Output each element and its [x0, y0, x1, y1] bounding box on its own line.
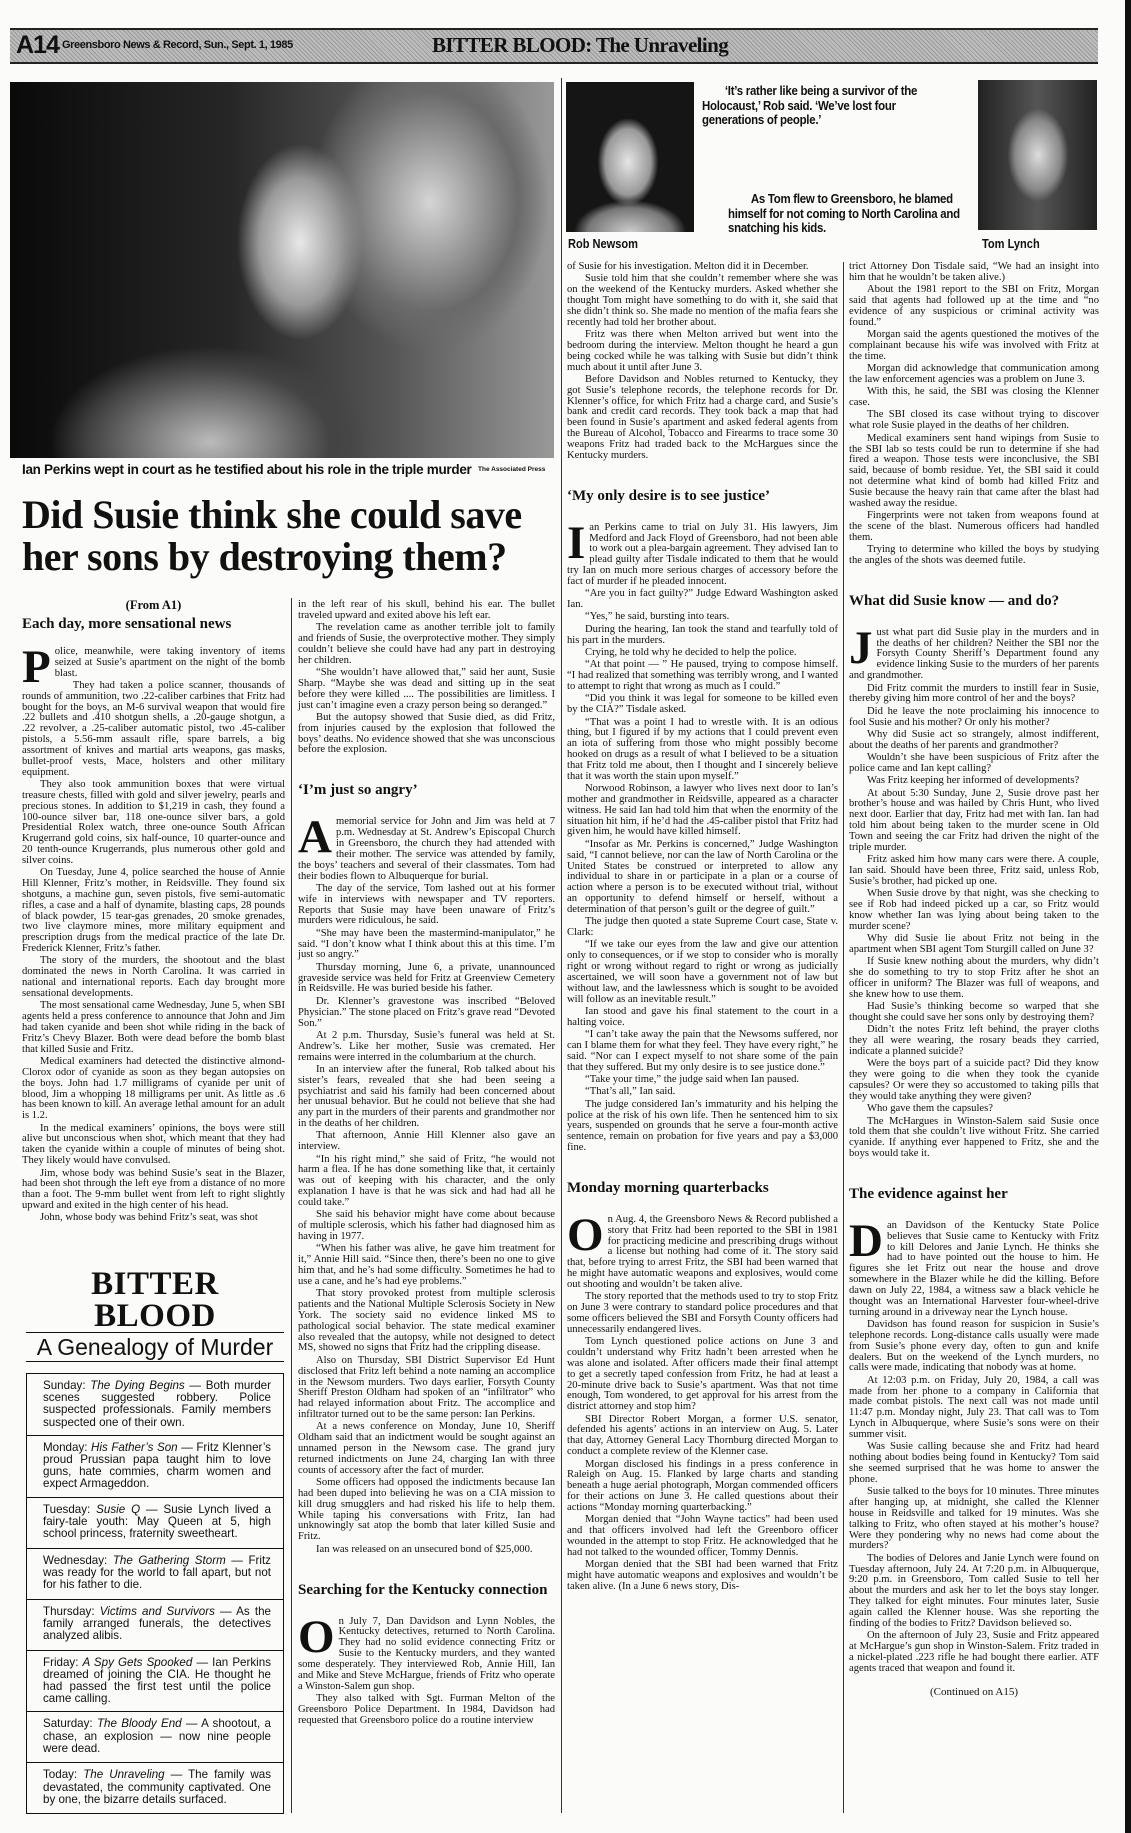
paragraph: “Insofar as Mr. Perkins is concerned,” Judge Washington said, “I cannot believe, nor can the law of North Carolina or the United States be construed or interpreted to allow any individual to share in or participate in a plan or a course of action where a person is to be executed without trial, without an opportunity to defend himself or herself, without a determination of that person’s guilt or the degree of guilt.” — [567, 838, 838, 915]
paragraph: trict Attorney Don Tisdale said, “We had an insight into him that he wouldn’t be taken alive.) — [849, 261, 1099, 283]
paragraph: During the hearing, Ian took the stand and tearfully told of his part in the murders. — [567, 623, 838, 646]
paragraph: The story reported that the methods used to try to stop Fritz on June 3 were contrary to standard police procedures and that some officers believed the SBI and Forsyth County officers had unnecessarily endangered lives. — [567, 1291, 838, 1335]
paragraph: Didn’t the notes Fritz left behind, the prayer cloths they all were wearing, the rosary beads they carried, indicate a planned suicide? — [849, 1024, 1099, 1057]
paragraph-text: n Aug. 4, the Greensboro News & Record published a story that Fritz had been reported to the SBI in 1981 for practicing medicine and prescribing drugs without a license but nothing had come of it. The story said that, before trying to arrest Fritz, the SBI had been warned that he might have automatic weapons and explosives, would come out shooting and wouldn’t be taken alive. — [567, 1213, 838, 1290]
episode-summary: — Susie Lynch lived a fairy-tale youth: May Queen at 5, high school princess, fraternity sweetheart. — [43, 1502, 271, 1541]
episode-day: Tuesday: — [43, 1502, 91, 1516]
paragraph: Morgan did acknowledge that communication among the law enforcement agencies was a problem on June 3. — [849, 363, 1099, 385]
photo-tom-lynch — [978, 80, 1097, 230]
drop-cap: A — [298, 811, 332, 864]
pull-quote-rob: ‘It’s rather like being a survivor of the Holocaust,’ Rob said. ‘We’ve lost four generations of people.’ — [702, 83, 918, 127]
paragraph: “Take your time,” the judge said when Ian paused. — [585, 1074, 800, 1086]
paragraph: On Tuesday, June 4, police searched the house of Annie Hill Klenner, Fritz’s mother, in Reidsville. They found six shotguns, a machine gun, seven pistols, five semi-automatic rifles, a case and a half of dynamite, blasting caps, 28 pounds of black powder, 15 tear-gas grenades, 20 smoke grenades, two live claymore mines, more military equipment and prescription drugs from the medical practice of the late Dr. Frederick Klenner, Fritz’s father. — [22, 867, 285, 955]
paragraph: In the medical examiners’ opinions, the boys were still alive but unconscious when shot, which meant that they had taken the cyanide within a couple of minutes of being shot. They likely would have convulsed. — [22, 1122, 285, 1167]
column-rule — [561, 78, 562, 1813]
paragraph-text: n July 7, Dan Davidson and Lynn Nobles, the Kentucky detectives, returned to North Carolina. They had no solid evidence connecting Fritz or Susie to the Kentucky murders, and they wanted some desperately. They interviewed Rob, Annie Hill, Ian and Mike and Steve McHargue, friends of Fritz who operate a Winston-Salem gun shop. — [298, 1615, 555, 1692]
paragraph: “If we take our eyes from the law and give our attention only to consequences, or if we stop to consider who is morally right or wrong without regard to right or wrong as judicially ascertained, we will soon have a government not of law but without law, and the lawlessness which is sought to be avoided will follow as an inevitable result.” — [567, 939, 838, 1005]
paragraph: On the afternoon of July 23, Susie and Fritz appeared at McHargue’s gun shop in Winston-Salem. Fritz traded in a nickel-plated .223 rifle he had bought there earlier. ATF agents traced that weapon and found it. — [849, 1630, 1099, 1674]
paragraph: Fritz was there when Melton arrived but went into the bedroom during the interview. Melton thought he heard a gun being cocked while he was talking with Susie but didn’t think much about it until after June 3. — [567, 329, 838, 373]
paragraph: “She wouldn’t have allowed that,” said her aunt, Susie Sharp. “Maybe she was dead and sitting up in the seat before they were killed .... The possibilities are limitless. I just can’t imagine even a crazy person being so deranged.” — [298, 667, 555, 711]
paragraph: “Are you in fact guilty?” Judge Edward Washington asked Ian. — [567, 588, 838, 611]
paragraph: At a news conference on Monday, June 10, Sheriff Oldham said that an indictment would be sought against an unnamed person in the Newsom case. The grand jury returned indictments on June 24, charging Ian with three counts of accessory after the fact of murder. — [298, 1421, 555, 1476]
paragraph: Had Susie’s thinking become so warped that she thought she could save her sons only by destroying them? — [849, 1001, 1099, 1023]
drop-cap: D — [849, 1214, 883, 1267]
paragraph: The revelation came as another terrible jolt to family and friends of Susie, the overprotective mother. They simply couldn’t believe she could have had any part in destroying her children. — [298, 622, 555, 666]
paragraph: Jim, whose body was behind Susie’s seat in the Blazer, had been shot through the left eye from a distance of no more than a foot. The 9-mm bullet went from left to right slightly upward and exited in the high center of his head. — [22, 1167, 285, 1212]
paragraph-with-dropcap — [849, 621, 1099, 682]
paragraph: Ian was released on an unsecured bond of $25,000. — [316, 1543, 533, 1555]
paragraph: Fritz asked him how many cars were there. A couple, Ian said. Should have been three, Fritz said, unless Rob, Susie’s brother, had picked up one. — [849, 854, 1099, 887]
episode-summary: — Fritz Klenner’s proud Prussian papa taught him to love guns, hate commies, charm women and expect Armageddon. — [43, 1440, 271, 1491]
paragraph: Dr. Klenner’s gravestone was inscribed “Beloved Physician.” The stone placed on Fritz’s grave read “Devoted Son.” — [298, 995, 555, 1029]
episode-summary: — Fritz was ready for the world to fall apart, but not for his father to die. — [43, 1553, 271, 1592]
paragraph-text: olice, meanwhile, were taking inventory of items seized at Susie’s apartment on the night of the bomb blast. — [54, 645, 285, 679]
paragraph-with-dropcap — [567, 1208, 838, 1291]
section-subhead: ‘I’m just so angry’ — [298, 782, 418, 799]
paragraph: Davidson has found reason for suspicion in Susie’s telephone records. Long-distance calls usually were made from Susie’s phone every day, often to gun and knife dealers. But on the weekend of the Lynch murders, no calls were made, indicating that nobody was at home. — [849, 1319, 1099, 1374]
paragraph: Ian stood and gave his final statement to the court in a halting voice. — [567, 1005, 838, 1028]
paragraph: “That’s all,” Ian said. — [585, 1086, 676, 1098]
drop-cap: O — [567, 1208, 604, 1261]
series-box-title: BITTER BLOOD — [26, 1268, 284, 1333]
episode-title: The Dying Begins — [90, 1379, 185, 1392]
newspaper-dateline: Greensboro News & Record, Sun., Sept. 1, 1985 — [62, 39, 293, 51]
article-column-4 — [849, 262, 1099, 1699]
paragraph: Susie told him that she couldn’t remember where she was on the weekend of the Kentucky murders. Asked whether she thought Tom might have something to do with it, she said that she didn’t think so. She made no mention of the mafia fears she recently had told her brother about. — [567, 273, 838, 328]
photo-rob-newsom — [566, 82, 694, 232]
paragraph: The story of the murders, the shootout and the blast dominated the news in North Carolina. It was carried in national and international reports. Each day brought more sensational developments. — [22, 955, 285, 999]
paragraph: “Did you think it was legal for someone to be killed even by the CIA?” Tisdale asked. — [567, 693, 838, 716]
series-episode — [27, 1600, 283, 1651]
series-episode — [27, 1651, 283, 1713]
paragraph: They also took ammunition boxes that were virtual treasure chests, filled with gold and silver jewelry, pearls and precious stones. In addition to $1,219 in cash, they found a 100-ounce silver bar, 118 one-ounce silver bars, a gold Presidential Rolex watch, three one-ounce South African Krugerrand gold coins, six half-ounce, 10 quarter-ounce and 20 tenth-ounce Krugerrands, plus numerous other gold and silver coins. — [22, 778, 285, 866]
paragraph: Some officers had opposed the indictments because Ian had been duped into believing he was on a CIA mission to kill drug smugglers and had risked his life to help them. While taping his conversations with Fritz, Ian had unknowingly sat atop the bomb that later killed Susie and Fritz. — [298, 1477, 555, 1543]
photo-name-rob: Rob Newsom — [568, 236, 638, 251]
series-episode — [27, 1712, 283, 1763]
episode-day: Thursday: — [43, 1604, 95, 1618]
bitter-blood-series-box — [26, 1268, 284, 1814]
paragraph: Crying, he told why he decided to help the police. — [585, 646, 797, 658]
paragraph-text: an Davidson of the Kentucky State Police believes that Susie came to Kentucky with Fritz to kill Delores and Janie Lynch. He thinks she had to have pointed out the house to him. He figures she let Fritz out near the house and drove somewhere in the Blazer while he did the killing. Before dawn on July 22, 1984, a witness saw a black vehicle he thought was an International Harvester four-wheel-drive turning around in a driveway near the Lynch house. — [849, 1219, 1099, 1318]
paragraph: Before Davidson and Nobles returned to Kentucky, they got Susie’s telephone records, the telephone records for Dr. Klenner’s office, for which Fritz had a charge card, and Susie’s bank and credit card records. They took back a map that had been found in Susie’s apartment and asked federal agents from the Bureau of Alcohol, Tobacco and Firearms to trace some 30 weapons Fritz had traded back to the McHargues since the Kentucky murders. — [567, 373, 838, 461]
series-episode — [27, 1549, 283, 1600]
paragraph-with-dropcap — [849, 1214, 1099, 1319]
paragraph: Why did Susie act so strangely, almost indifferent, about the deaths of her parents and grandmother? — [849, 728, 1099, 751]
paragraph: The day of the service, Tom lashed out at his former wife in interviews with newspaper and TV reporters. Reports that Susie may have been unaware of Fritz’s murders were ridiculous, he said. — [298, 882, 555, 927]
series-episode-list — [26, 1373, 284, 1814]
paragraph: The bodies of Delores and Janie Lynch were found on Tuesday afternoon, July 24. At 7:20 p.m. in Albuquerque, 9:20 p.m. in Greensboro, Tom called Susie to tell her about the murders and ask her to let the boys stay longer. They talked for eight minutes. Four minutes later, Susie again called the Klenner house. Was she reporting the finding of the bodies to Fritz? Davidson believed so. — [849, 1552, 1099, 1629]
episode-summary: — Both murder scenes suggested robbery. Police suspected professionals. Family members suspected one of their own. — [43, 1379, 271, 1429]
paragraph: The McHargues in Winston-Salem said Susie once told them that she couldn’t live without Fritz. She carried cyanide. If anything ever happened to Fritz, she and the boys would take it. — [849, 1115, 1099, 1160]
photo-credit: The Associated Press — [478, 466, 546, 473]
paragraph: Was Susie calling because she and Fritz had heard nothing about bodies being found in Kentucky? Tom said she seemed surprised that he was home to answer the phone. — [849, 1441, 1099, 1485]
paragraph: Morgan said the agents questioned the motives of the complainant because his wife was involved with Fritz at the time. — [849, 329, 1099, 362]
paragraph: With this, he said, the SBI was closing the Klenner case. — [849, 386, 1099, 409]
paragraph: Were the boys part of a suicide pact? Did they know they were going to die when they took the cyanide capsules? Or were they so accustomed to taking pills that they would take anything they were given? — [849, 1058, 1099, 1102]
paragraph: That story provoked protest from multiple sclerosis patients and the National Multiple Sclerosis Society in New York. The society said no evidence linked MS to pathological social behavior. The state medical examiner also revealed that the autopsy, while not designed to detect MS, showed no signs that Fritz had the crippling disease. — [298, 1288, 555, 1354]
episode-title: His Father’s Son — [91, 1440, 178, 1454]
section-subhead: Searching for the Kentucky connection — [298, 1581, 548, 1598]
series-episode — [27, 1498, 283, 1549]
paragraph: The judge considered Ian’s immaturity and his helping the police at the risk of his own life. Then he sentenced him to six years, suspended on grounds that he serve a four-month active sentence, remain on probation for five years and pay a $3,000 fine. — [567, 1098, 838, 1154]
paragraph-text: an Perkins came to trial on July 31. His lawyers, Jim Medford and Jack Floyd of Greensboro, had not been able to work out a plea-bargain agreement. They advised Ian to plead guilty after Tisdale indicated to them that he would try Ian on much more serious charges of accessory before the fact of murder if he pleaded innocent. — [567, 521, 838, 587]
paragraph: In an interview after the funeral, Rob talked about his sister’s fears, revealed that she had been seeing a psychiatrist and said his family had been concerned about her unusual behavior. But he could not believe that she had any part in the murders of their parents and grandmother nor in the deaths of her children. — [298, 1063, 555, 1130]
paragraph: That afternoon, Annie Hill Klenner also gave an interview. — [298, 1130, 555, 1153]
paragraph: If Susie knew nothing about the murders, why didn’t she do something to try to stop Fritz after he shot an officer in uniform? The Blazer was full of weapons, and she knew how to use them. — [849, 956, 1099, 1000]
series-episode — [27, 1436, 283, 1498]
photo-ian-perkins — [10, 82, 554, 458]
pull-quote-tom: As Tom flew to Greensboro, he blamed himself for not coming to North Carolina and snatching his kids. — [728, 191, 960, 235]
section-subhead: What did Susie know — and do? — [849, 592, 1060, 609]
episode-title: Victims and Survivors — [99, 1604, 215, 1618]
photo-caption: Ian Perkins wept in court as he testified about his role in the triple murder — [22, 462, 472, 477]
paragraph: At 12:03 p.m. on Friday, July 20, 1984, a call was made from her phone to a company in California that made combat pistols. The next call was not made until 11:47 p.m. Monday night, July 23. That call was to Tom Lynch in Albuquerque, where Susie’s sons were on their summer visit. — [849, 1374, 1099, 1440]
paragraph: “When his father was alive, he gave him treatment for it,” Annie Hill said. “Since then, there’s been no one to give him that, and he’s had some difficulty. Sometimes he had to use a cane, and he’s had eye problems.” — [298, 1243, 555, 1287]
paragraph: Fingerprints were not taken from weapons found at the scene of the blast. Numerous officers had handled them. — [849, 510, 1099, 543]
series-episode — [27, 1763, 283, 1813]
article-column-1 — [22, 600, 285, 1226]
episode-day: Saturday: — [43, 1717, 93, 1731]
paragraph: The most sensational came Wednesday, June 5, when SBI agents held a press conference to announce that John and Jim had taken cyanide and been shot while riding in the back of Fritz’s Chevy Blazer. Both were dead before the bomb blast that killed Susie and Fritz. — [22, 1000, 285, 1055]
section-subhead: Each day, more sensational news — [22, 615, 232, 632]
paragraph: Medical examiners sent hand wipings from Susie to the SBI lab so tests could be run to determine if she had fired a weapon. Those tests were inconclusive, the SBI said, because of bomb residue. Yet, the SBI said it could not determine what kind of bomb had killed Fritz and Susie because the heavy rain that came after the blast had washed away the residue. — [849, 432, 1099, 509]
episode-day: Today: — [43, 1768, 78, 1782]
column-rule — [843, 262, 844, 1813]
episode-day: Friday: — [43, 1655, 79, 1669]
drop-cap: P — [22, 640, 51, 693]
episode-title: The Gathering Storm — [112, 1553, 226, 1567]
paragraph: Morgan disclosed his findings in a press conference in Raleigh on Aug. 15. Flanked by large charts and standing beneath a huge aerial photograph, Morgan commended officers for their actions on June 3. He called questions about their actions “Monday morning quarterbacking.” — [567, 1458, 838, 1513]
paragraph: The judge then quoted a state Supreme Court case, State v. Clark: — [567, 916, 838, 939]
paragraph: “That was a point I had to wrestle with. It is an odious thing, but I figured if by my actions that I could prevent even an iota of suffering from those who might possibly become hooked on drugs as a result of what I believed to be a situation that Fritz told me about, then I thought and I sincerely believe that it was worth the stain upon myself.” — [567, 716, 838, 782]
paragraph: About the 1981 report to the SBI on Fritz, Morgan said that agents had followed up at the time and “no evidence of any suspicious or criminal activity was found.” — [849, 284, 1099, 328]
paragraph: Tom Lynch questioned police actions on June 3 and couldn’t understand why Fritz hadn’t been arrested when he was alone and isolated. After officers made their final attempt to get a secretly taped confession from Fritz, he had at least a 20-minute drive back to Susie’s apartment. Was that not time enough, Tom wondered, to get approval for his arrest from the district attorney and stop him? — [567, 1336, 838, 1413]
continued-note: (Continued on A15) — [930, 1685, 1018, 1698]
episode-summary: — A shootout, a chase, an explosion — now nine people were dead. — [43, 1717, 271, 1755]
paragraph: They also talked with Sgt. Furman Melton of the Greensboro Police Department. In 1984, Davidson had requested that Greensboro police do a routine interview — [298, 1692, 555, 1726]
paragraph: “In his right mind,” she said of Fritz, “he would not harm a flea. If he has done something like that, it certainly was out of keeping with his character, and the only explanation I have is that he was sick and had had all he could take.” — [298, 1153, 555, 1208]
series-box-subtitle: A Genealogy of Murder — [26, 1333, 284, 1362]
paragraph: They had taken a police scanner, thousands of rounds of ammunition, two .22-caliber carbines that Fritz had bought for the boys, an M-6 survival weapon that would fire .22 bullets and .410 shotgun shells, a .20-gauge shotgun, a .22 revolver, a .25-caliber automatic pistol, two .45-caliber pistols, a 5.56-mm assault rifle, spare barrels, a big assortment of knives and martial arts weapons, gas masks, bullet-proof vests, Mace, holsters and other military equipment. — [22, 679, 285, 778]
paragraph: “At that point — ” He paused, trying to compose himself. “I had realized that something was terribly wrong, and I wanted to attempt to right that wrong as much as I could.” — [567, 659, 838, 692]
paragraph: Wouldn’t she have been suspicious of Fritz after the police came and Ian kept calling? — [849, 752, 1099, 774]
episode-day: Monday: — [43, 1440, 88, 1454]
column-rule — [291, 598, 292, 1813]
paragraph: Did he leave the note proclaiming his innocence to fool Susie and his mother? Or only his mother? — [849, 705, 1099, 728]
paragraph: At about 5:30 Sunday, June 2, Susie drove past her brother’s house and was hailed by Chris Hunt, who lived next door. Earlier that day, Fritz had met with Ian. Ian had told him about being taken to the murder scene in Old Town and seeing the car Fritz had driven the night of the triple murder. — [849, 787, 1099, 853]
series-title: BITTER BLOOD: The Unraveling — [432, 33, 729, 57]
paragraph-with-dropcap — [567, 516, 838, 588]
episode-title: Susie Q — [96, 1502, 141, 1516]
paragraph: Susie talked to the boys for 10 minutes. Three minutes after hanging up, at midnight, she called the Klenner house in Reidsville and talked for 19 minutes. Was she talking to Fritz, who often stayed at his mother’s house? Were they pondering why no news had come about the murders? — [849, 1486, 1099, 1552]
episode-summary: — The family was devastated, the community captivated. One by one, the bizarre details surfaced. — [43, 1768, 271, 1806]
episode-title: The Bloody End — [96, 1717, 182, 1731]
paragraph: Norwood Robinson, a lawyer who lives next door to Ian’s mother and grandmother in Reidsville, appeared as a character witness. He said Ian had told him that when the enormity of the situation hit him, if he’d had the .45-caliber pistol that Fritz had given him, he would have killed himself. — [567, 783, 838, 838]
paragraph-text: ust what part did Susie play in the murders and in the deaths of her children? Neither the SBI nor the Forsyth County Sheriff’s Department found any evidence linking Susie to the murders of her parents and grandmother. — [849, 626, 1099, 682]
main-headline: Did Susie think she could save her sons by destroying them? — [22, 492, 522, 579]
episode-title: A Spy Gets Spooked — [82, 1655, 193, 1669]
page-header-bar — [10, 28, 1098, 64]
paragraph: in the left rear of his skull, behind his ear. The bullet traveled upward and exited above his left ear. — [298, 599, 555, 621]
paragraph-with-dropcap — [298, 811, 555, 882]
section-subhead: ‘My only desire is to see justice’ — [567, 487, 771, 504]
paragraph: Medical examiners had detected the distinctive almond-Clorox odor of cyanide as soon as they began autopsies on the boys. John had 1.7 milligrams of cyanide per unit of blood, Jim a whopping 18 milligrams per unit. As little as .6 has been known to kill. An average lethal amount for an adult is 1.2. — [22, 1056, 285, 1122]
episode-summary: — Ian Perkins dreamed of joining the CIA. He thought he had passed the first test until the police came calling. — [43, 1655, 271, 1706]
paragraph: SBI Director Robert Morgan, a former U.S. senator, defended his agents’ actions in an interview on Aug. 5. Later that day, Attorney General Lacy Thornburg directed Morgan to conduct a complete review of the Klenner case. — [567, 1413, 838, 1458]
paragraph: “She may have been the mastermind-manipulator,” he said. “I don’t know what I think about this at this time. I’m just so angry.” — [298, 927, 555, 961]
paragraph: The SBI closed its case without trying to discover what role Susie played in the deaths of her children. — [849, 409, 1099, 432]
page-number: A14 — [16, 31, 59, 59]
episode-day: Wednesday: — [43, 1553, 108, 1567]
drop-cap: O — [298, 1610, 335, 1663]
paragraph: “Yes,” he said, bursting into tears. — [585, 611, 730, 623]
scan-edge — [1125, 0, 1131, 1833]
paragraph: But the autopsy showed that Susie died, as did Fritz, from injuries caused by the explosion that followed the boys’ deaths. No evidence showed that she was unconscious before the explosion. — [298, 711, 555, 756]
paragraph: Morgan denied that “John Wayne tactics” had been used and that officers involved had left the Greenboro officer wounded in the attempt to stop Fritz. He acknowledged that he had not talked to the wounded officer, Tommy Dennis. — [567, 1514, 838, 1558]
section-subhead: The evidence against her — [849, 1185, 1008, 1202]
paragraph: Was Fritz keeping her informed of developments? — [867, 775, 1080, 787]
section-subhead: Monday morning quarterbacks — [567, 1179, 769, 1196]
paragraph: “I can’t take away the pain that the Newsoms suffered, nor can I blame them for what they feel. They have every right,” he said. “Nor can I expect myself to not share some of the pain that they suffered. But my only desire is to see justice done.” — [567, 1029, 838, 1073]
jump-line: (From A1) — [125, 598, 182, 612]
paragraph: Also on Thursday, SBI District Supervisor Ed Hunt disclosed that Fritz left behind a note naming an accomplice in the Newsom murders. Two days earlier, Forsyth County Sheriff Preston Oldham had spoken of an “infiltrator” who had relayed information about Fritz. The accomplice and infiltrator turned out to be the same person: Ian Perkins. — [298, 1354, 555, 1421]
paragraph: Did Fritz commit the murders to instill fear in Susie, thereby giving him more control of her and the boys? — [849, 682, 1099, 705]
paragraph-text: memorial service for John and Jim was held at 7 p.m. Wednesday at St. Andrew’s Episcopal Church in Greensboro, the church they had attended with their mother. The service was attended by family, the boys’ teachers and several of their classmates. Tom had their bodies flown to Albuquerque for burial. — [298, 816, 555, 882]
paragraph: Morgan denied that the SBI had been warned that Fritz might have automatic weapons and explosives and wouldn’t be taken alive. (In a June 6 news story, Dis- — [567, 1559, 838, 1592]
episode-day: Sunday: — [43, 1379, 86, 1392]
paragraph: Why did Susie lie about Fritz not being in the apartment when SBI agent Tom Sturgill called on June 3? — [849, 933, 1099, 955]
paragraph: Trying to determine who killed the boys by studying the angles of the shots was deemed futile. — [849, 544, 1099, 566]
paragraph-with-dropcap — [22, 640, 285, 693]
photo-name-tom: Tom Lynch — [982, 236, 1040, 251]
paragraph: Thursday morning, June 6, a private, unannounced graveside service was held for Fritz at Greenview Cemetery in Reidsville. He was buried beside his father. — [298, 961, 555, 995]
drop-cap: I — [567, 516, 586, 569]
paragraph: At 2 p.m. Thursday, Susie’s funeral was held at St. Andrew’s. Like her mother, Susie was cremated. Her remains were interred in the columbarium at the church. — [298, 1029, 555, 1063]
paragraph: Who gave them the capsules? — [867, 1103, 993, 1115]
episode-title: The Unraveling — [83, 1768, 165, 1782]
series-episode — [27, 1374, 283, 1436]
article-column-3 — [567, 262, 838, 1594]
drop-cap: J — [849, 621, 873, 674]
paragraph-with-dropcap — [298, 1610, 555, 1693]
episode-summary: — As the family arranged funerals, the detectives analyzed alibis. — [43, 1604, 271, 1643]
paragraph: She said his behavior might have come about because of multiple sclerosis, which his father had diagnosed him as having in 1977. — [298, 1209, 555, 1243]
article-column-2 — [298, 600, 555, 1728]
paragraph: of Susie for his investigation. Melton did it in December. — [567, 261, 809, 272]
paragraph: When Susie drove by that night, was she checking to see if Rob had indeed picked up a car, so Fritz would know whether Ian was lying about being taken to the murder scene? — [849, 888, 1099, 932]
paragraph: John, whose body was behind Fritz’s seat, was shot — [40, 1212, 258, 1224]
